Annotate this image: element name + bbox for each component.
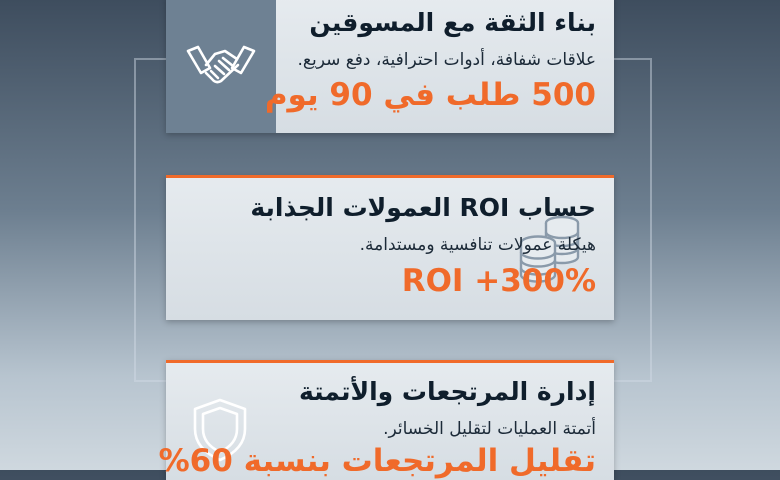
card-text: [265, 0, 596, 113]
card-description: هيكلة عمولات تنافسية ومستدامة.: [359, 235, 596, 255]
card-title: حساب ROI العمولات الجذابة: [250, 193, 596, 222]
card-metric: ROI +300%: [401, 263, 596, 299]
card-roi: [166, 175, 614, 320]
card-title: بناء الثقة مع المسوقين: [309, 8, 596, 37]
card-text: [250, 175, 596, 299]
connector-left: [134, 58, 168, 382]
card-title: إدارة المرتجعات والأتمتة: [298, 377, 596, 406]
handshake-icon: [185, 37, 257, 93]
card-description: علاقات شفافة، أدوات احترافية، دفع سريع.: [297, 50, 596, 70]
connector-right: [614, 58, 652, 382]
card-metric: تقليل المرتجعات بنسبة 60%: [158, 443, 596, 479]
icon-panel: [166, 0, 276, 133]
card-metric: 500 طلب في 90 يوم: [264, 77, 596, 113]
card-text: [159, 360, 596, 479]
card-description: أتمتة العمليات لتقليل الخسائر.: [383, 419, 596, 439]
card-trust: [166, 0, 614, 133]
card-returns: [158, 360, 614, 480]
